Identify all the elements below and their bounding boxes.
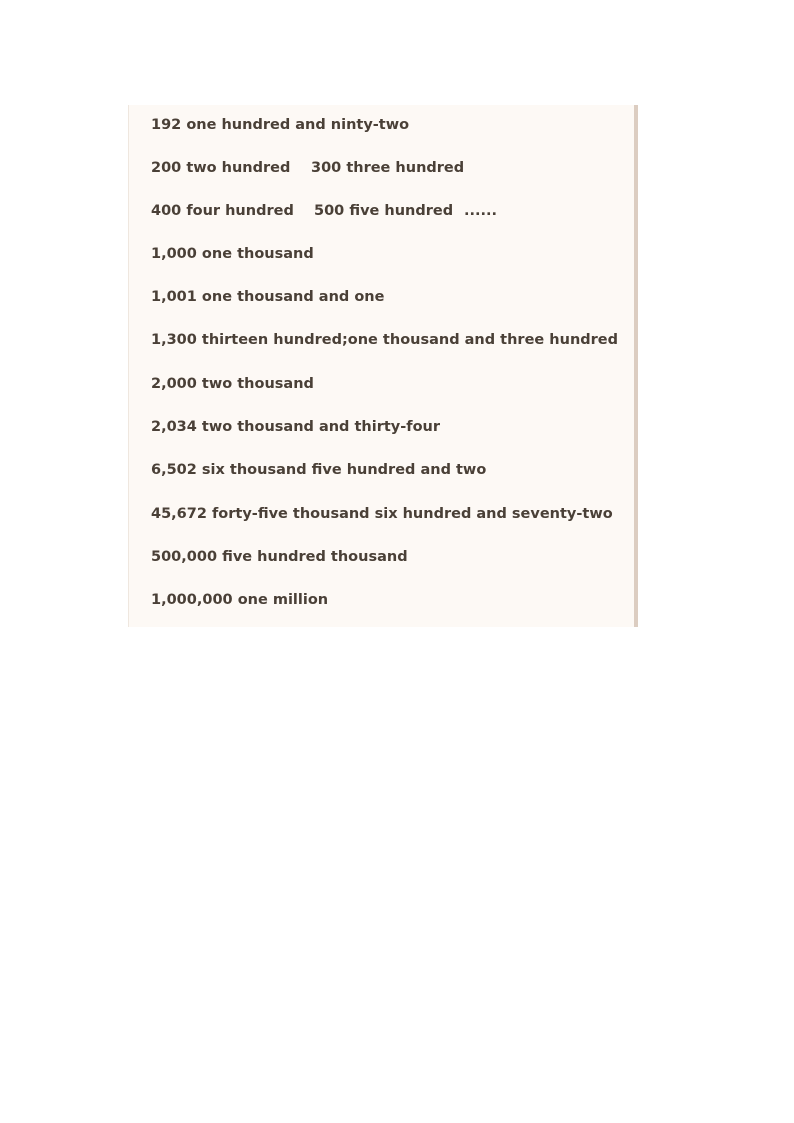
text-segment: 200 two hundred — [151, 160, 291, 176]
number-words-panel — [128, 105, 638, 627]
text-segment: 192 one hundred and ninty-two — [151, 117, 410, 133]
text-segment: 45,672 forty-five thousand six hundred and seventy-two — [151, 506, 613, 522]
text-segment: 500 five hundred — [314, 203, 454, 219]
ellipsis: ...... — [464, 203, 498, 219]
text-segment: 2,034 two thousand and thirty-four — [151, 419, 441, 435]
text-segment: 1,000,000 one million — [151, 592, 329, 608]
text-segment: 2,000 two thousand — [151, 376, 314, 392]
text-segment: 400 four hundred — [151, 203, 294, 219]
text-segment: 1,300 thirteen hundred;one thousand and three hundred — [151, 332, 619, 348]
text-segment: 300 three hundred — [311, 160, 465, 176]
text-segment: 1,001 one thousand and one — [151, 289, 385, 305]
text-segment: 500,000 five hundred thousand — [151, 549, 408, 565]
text-segment: 1,000 one thousand — [151, 246, 314, 262]
text-segment: 6,502 six thousand five hundred and two — [151, 462, 487, 478]
